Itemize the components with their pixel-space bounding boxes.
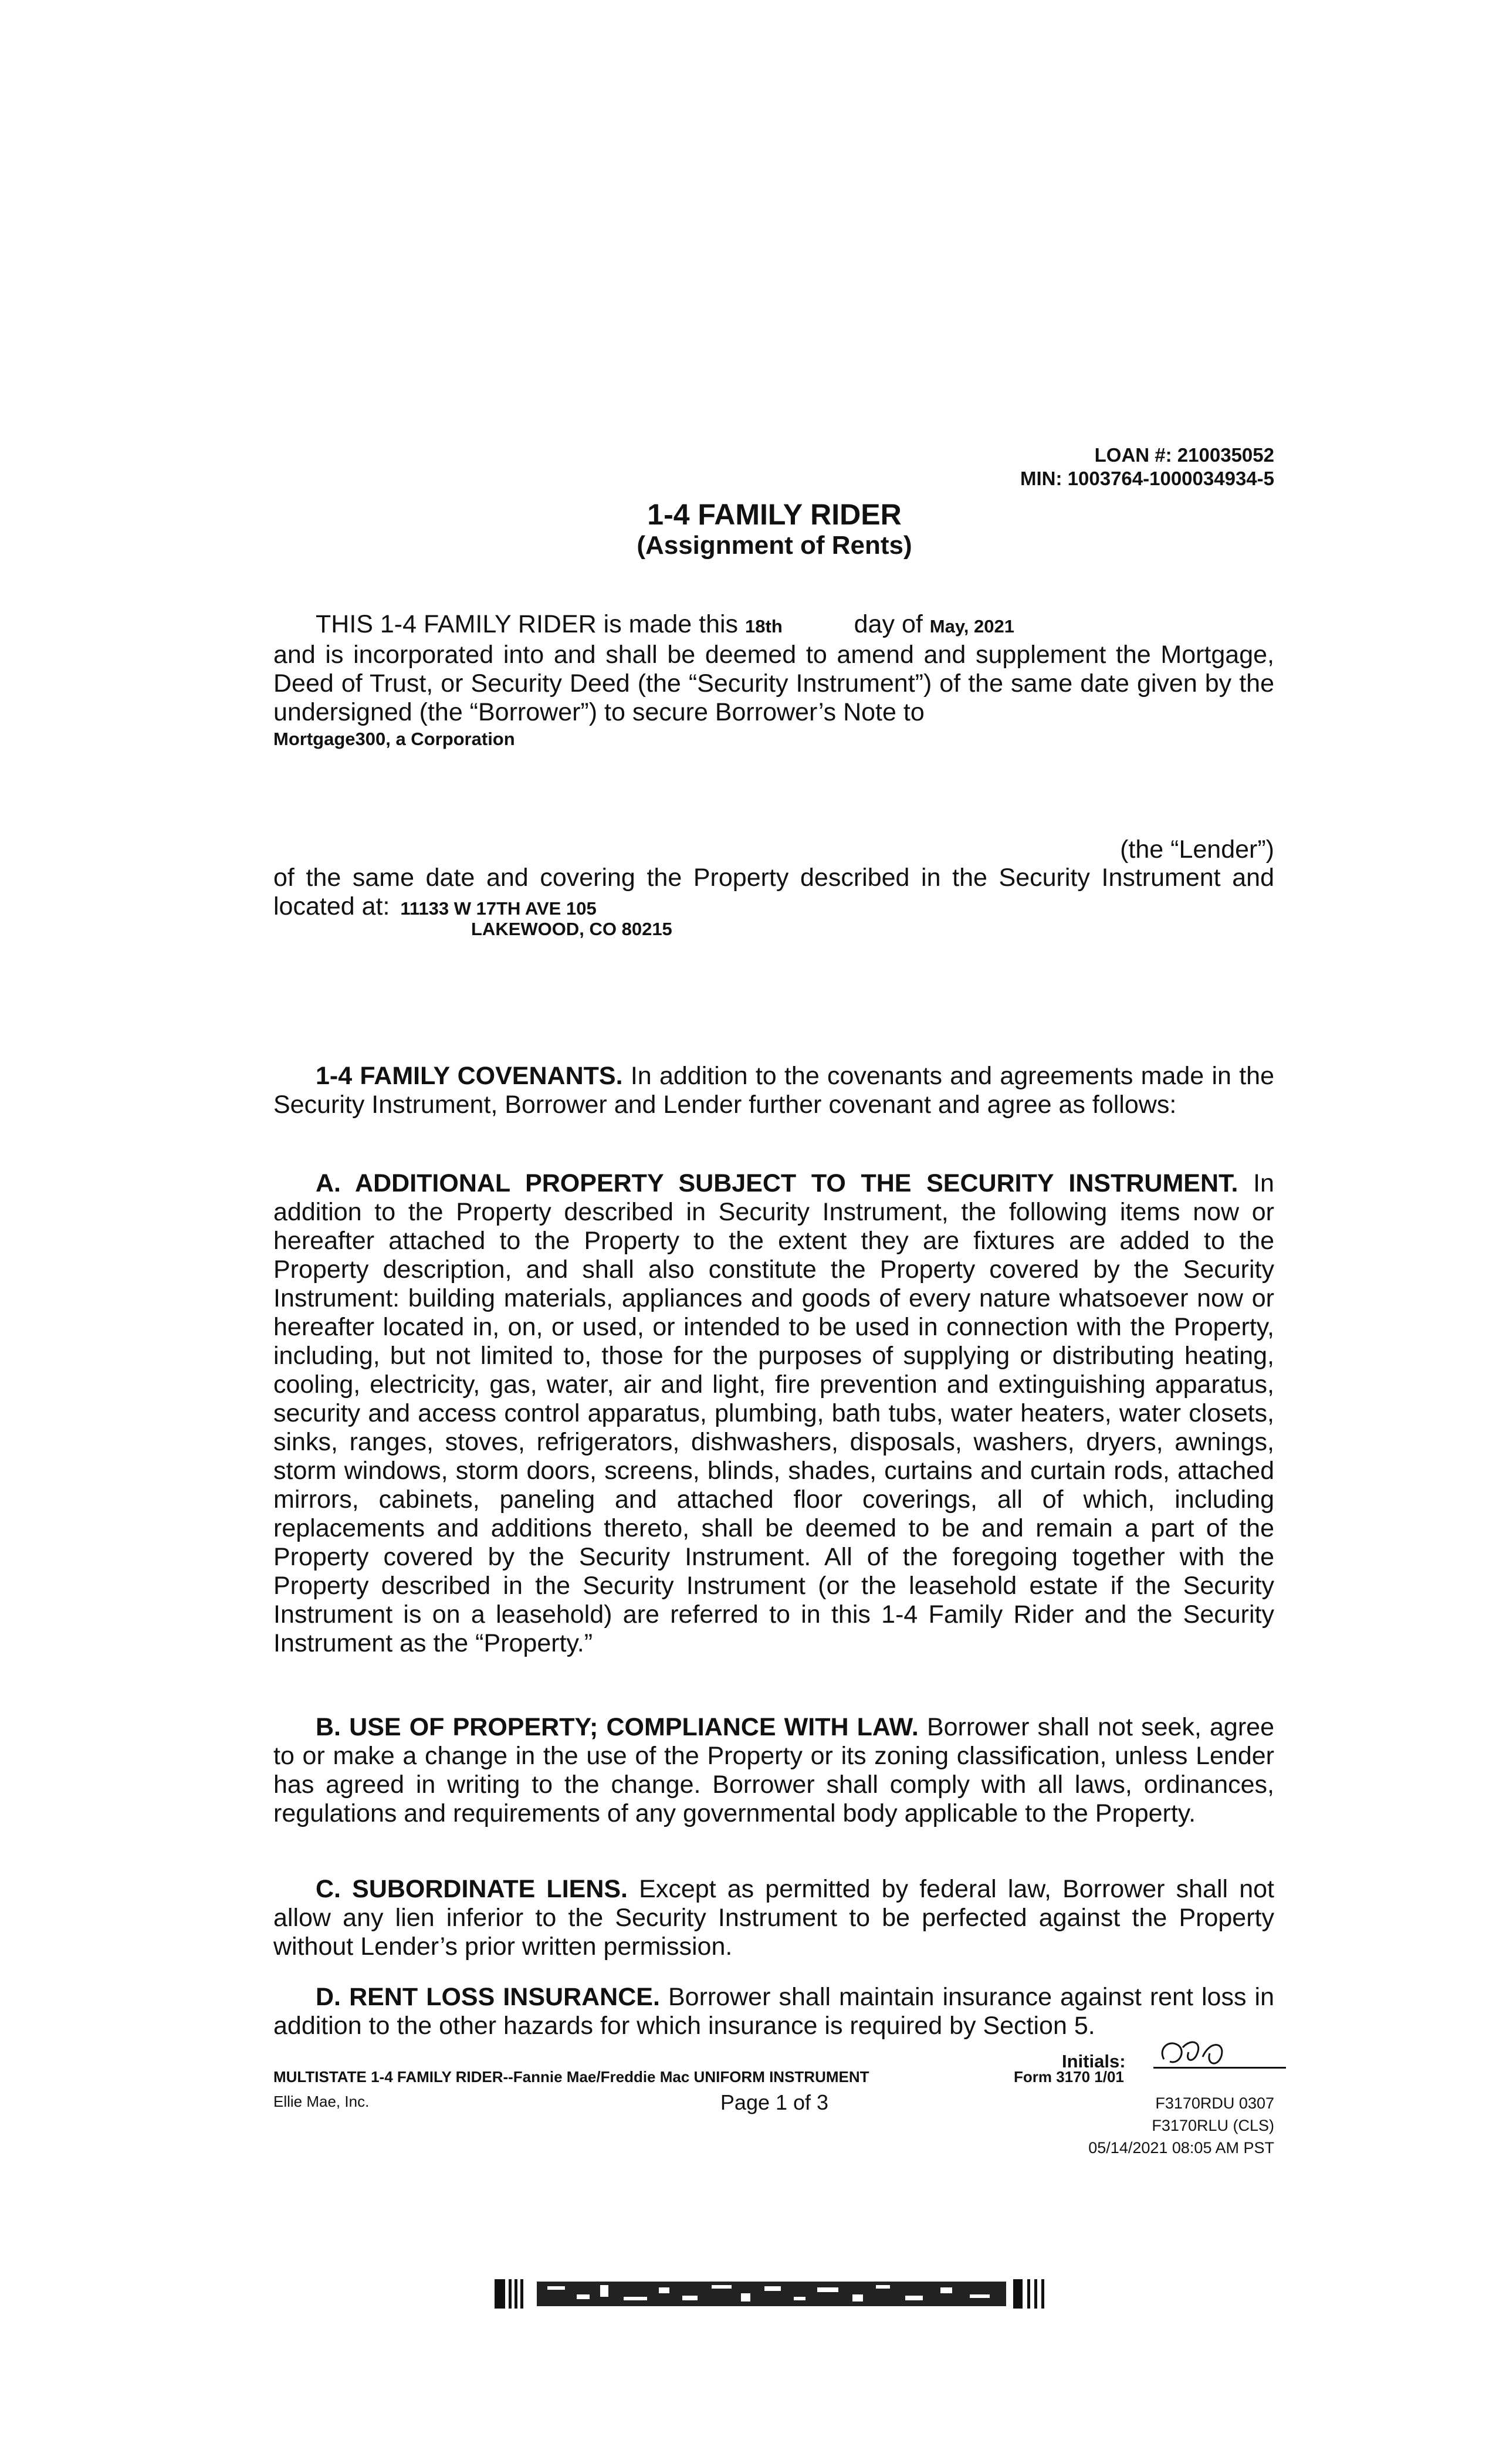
form-code-2: F3170RLU (CLS) — [1152, 2117, 1274, 2134]
form-code-1: F3170RDU 0307 — [1155, 2094, 1274, 2112]
form-codes — [1088, 2092, 1274, 2159]
section-d-text: Borrower shall maintain insurance against rent loss in addition to the other hazards for which insurance is required by Section 5. — [273, 1983, 1274, 2040]
document-barcode — [495, 2279, 1050, 2309]
section-d-heading: D. RENT LOSS INSURANCE. — [316, 1983, 660, 2011]
day-value: 18th — [745, 616, 783, 637]
lender-name: Mortgage300, a Corporation — [273, 729, 515, 749]
loan-number: LOAN #: 210035052 — [1094, 444, 1274, 466]
covenants-text: In addition to the covenants and agreements made in the Security Instrument, Borrower and Lender further covenant and agree as follows: — [273, 1062, 1274, 1119]
page-number: Page 1 of 3 — [720, 2090, 829, 2114]
section-c — [273, 1875, 1274, 1961]
section-b-text: Borrower shall not seek, agree to or make a change in the use of the Property or its zoning classification, unless Lender has agreed in writing to the change. Borrower shall comply with all laws, ordinances, regulations and requirements of any governmental body applicable to the Property. — [273, 1713, 1274, 1827]
address-line-2: LAKEWOOD, CO 80215 — [471, 919, 672, 939]
document-subtitle: (Assignment of Rents) — [637, 531, 912, 560]
company-name: Ellie Mae, Inc. — [273, 2093, 370, 2110]
section-c-heading: C. SUBORDINATE LIENS. — [316, 1875, 628, 1903]
initials-label: Initials: — [1062, 2051, 1126, 2072]
section-c-text: Except as permitted by federal law, Borrower shall not allow any lien inferior to the Security Instrument to be perfected against the Property without Lender’s prior written permission. — [273, 1875, 1274, 1961]
day-of-label: day of — [854, 610, 923, 638]
document-title: 1-4 FAMILY RIDER — [647, 498, 902, 531]
property-paragraph — [273, 864, 1274, 923]
month-year-value: May, 2021 — [929, 616, 1014, 637]
intro-paragraph — [273, 610, 1274, 727]
address-line-1: 11133 W 17TH AVE 105 — [400, 898, 597, 919]
form-number: Form 3170 1/01 — [1014, 2068, 1124, 2086]
covenants-heading: 1-4 FAMILY COVENANTS. — [316, 1062, 623, 1090]
form-title: MULTISTATE 1-4 FAMILY RIDER--Fannie Mae/Freddie Mac UNIFORM INSTRUMENT — [273, 2068, 869, 2086]
section-a — [273, 1169, 1274, 1658]
lender-designation: (the “Lender”) — [1120, 835, 1274, 864]
property-text: of the same date and covering the Property described in the Security Instrument and located at: — [273, 864, 1274, 920]
section-b — [273, 1713, 1274, 1828]
min-number: MIN: 1003764-1000034934-5 — [1020, 468, 1274, 489]
section-b-heading: B. USE OF PROPERTY; COMPLIANCE WITH LAW. — [316, 1713, 919, 1741]
initials-signature — [1156, 2036, 1244, 2073]
section-a-text: In addition to the Property described in Security Instrument, the following items now or hereafter attached to the Property to the extent they are fixtures are added to the Property description, and shall also constitute the Property covered by the Security Instrument: building materials, appliances and goods of every nature whatsoever now or hereafter located in, on, or used, or intended to be used in connection with the Property, including, but not limited to, those for the purposes of supplying or distributing heating, cooling, electricity, gas, water, air and light, fire prevention and extinguishing apparatus, security and access control apparatus, plumbing, bath tubs, water heaters, water closets, sinks, ranges, stoves, refrigerators, dishwashers, disposals, washers, dryers, awnings, storm windows, storm doors, screens, blinds, shades, curtains and curtain rods, attached mirrors, cabinets, paneling and attached floor coverings, all of which, including replacements and additions thereto, shall be deemed to be and remain a part of the Property covered by the Security Instrument. All of the foregoing together with the Property described in the Security Instrument (or the leasehold estate if the Security Instrument is on a leasehold) are referred to in this 1-4 Family Rider and the Security Instrument as the “Property.” — [273, 1169, 1274, 1657]
intro-lead: THIS 1-4 FAMILY RIDER is made this — [316, 610, 739, 638]
covenants-paragraph — [273, 1062, 1274, 1119]
section-d — [273, 1983, 1274, 2040]
loan-identifiers — [1020, 444, 1274, 490]
intro-body: and is incorporated into and shall be deemed to amend and supplement the Mortgage, Deed of Trust, or Security Deed (the “Security Instrument”) of the same date given by the undersigned (the “Borrower”) to secure Borrower’s Note to — [273, 641, 1274, 726]
section-a-heading: A. ADDITIONAL PROPERTY SUBJECT TO THE SECURITY INSTRUMENT. — [316, 1169, 1238, 1197]
form-timestamp: 05/14/2021 08:05 AM PST — [1088, 2139, 1274, 2157]
